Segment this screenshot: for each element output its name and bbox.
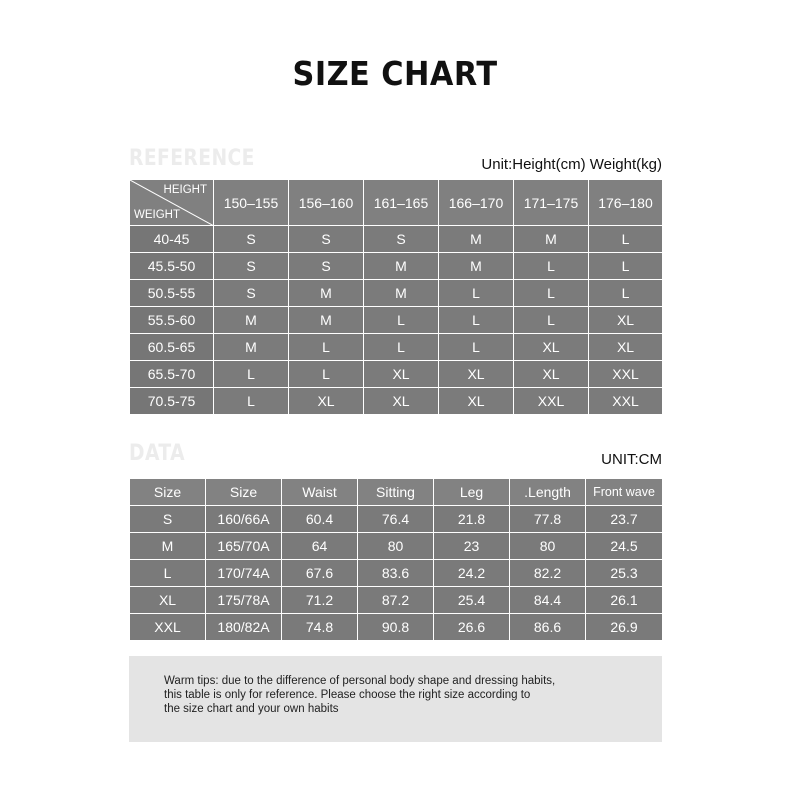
size-cell: M	[364, 280, 439, 307]
reference-row	[130, 280, 663, 307]
size-cell: XXL	[589, 361, 663, 388]
weight-cell: 40-45	[130, 226, 214, 253]
data-cell: 26.9	[586, 614, 663, 641]
data-cell: 87.2	[358, 587, 434, 614]
size-cell: L	[589, 226, 663, 253]
tips-line-2: this table is only for reference. Please choose the right size according to	[164, 689, 531, 701]
size-cell: L	[514, 253, 589, 280]
data-cell: 76.4	[358, 506, 434, 533]
size-cell: XL	[589, 307, 663, 334]
size-cell: S	[289, 226, 364, 253]
corner-weight-label: WEIGHT	[134, 209, 180, 221]
data-cell: 175/78A	[206, 587, 282, 614]
size-cell: S	[214, 226, 289, 253]
size-cell: XXL	[514, 388, 589, 415]
data-cell: 170/74A	[206, 560, 282, 587]
tips-line-1: Warm tips: due to the difference of personal body shape and dressing habits,	[164, 675, 556, 687]
reference-row	[130, 226, 663, 253]
data-cell: 25.3	[586, 560, 663, 587]
data-cell: L	[130, 560, 206, 587]
data-cell: 80	[510, 533, 586, 560]
size-cell: L	[439, 307, 514, 334]
reference-row	[130, 307, 663, 334]
size-cell: L	[214, 361, 289, 388]
size-cell: L	[289, 334, 364, 361]
data-cell: XXL	[130, 614, 206, 641]
data-row	[130, 533, 663, 560]
data-section-label: DATA	[129, 441, 186, 466]
data-cell: 90.8	[358, 614, 434, 641]
height-header: 161–165	[364, 180, 439, 226]
warm-tips-text	[164, 674, 634, 716]
weight-cell: 70.5-75	[130, 388, 214, 415]
size-cell: L	[514, 280, 589, 307]
warm-tips-box	[129, 656, 662, 742]
data-cell: 23.7	[586, 506, 663, 533]
size-cell: XL	[439, 388, 514, 415]
size-cell: M	[364, 253, 439, 280]
data-header-row	[130, 479, 663, 506]
size-cell: L	[289, 361, 364, 388]
data-cell: 180/82A	[206, 614, 282, 641]
size-cell: L	[214, 388, 289, 415]
size-cell: XL	[364, 388, 439, 415]
size-cell: L	[439, 334, 514, 361]
reference-row	[130, 253, 663, 280]
height-header: 166–170	[439, 180, 514, 226]
size-cell: XL	[589, 334, 663, 361]
weight-cell: 60.5-65	[130, 334, 214, 361]
data-cell: 74.8	[282, 614, 358, 641]
size-cell: XL	[514, 361, 589, 388]
size-cell: M	[289, 307, 364, 334]
data-cell: 64	[282, 533, 358, 560]
size-cell: M	[439, 253, 514, 280]
data-cell: 21.8	[434, 506, 510, 533]
size-cell: L	[364, 307, 439, 334]
data-cell: 84.4	[510, 587, 586, 614]
data-cell: 160/66A	[206, 506, 282, 533]
weight-cell: 50.5-55	[130, 280, 214, 307]
size-cell: L	[589, 253, 663, 280]
data-unit-label: UNIT:CM	[601, 451, 662, 468]
data-cell: 26.1	[586, 587, 663, 614]
data-cell: 25.4	[434, 587, 510, 614]
height-header: 156–160	[289, 180, 364, 226]
tips-line-3: the size chart and your own habits	[164, 703, 339, 715]
size-cell: L	[439, 280, 514, 307]
size-cell: XL	[289, 388, 364, 415]
reference-row	[130, 361, 663, 388]
reference-section-label: REFERENCE	[129, 146, 255, 171]
size-cell: XL	[514, 334, 589, 361]
data-cell: M	[130, 533, 206, 560]
data-cell: 24.2	[434, 560, 510, 587]
page-title: SIZE CHART	[292, 54, 498, 93]
data-cell: XL	[130, 587, 206, 614]
data-header-cell: Front wave	[586, 479, 663, 506]
size-cell: M	[289, 280, 364, 307]
size-cell: L	[514, 307, 589, 334]
reference-row	[130, 388, 663, 415]
data-cell: 23	[434, 533, 510, 560]
reference-row	[130, 334, 663, 361]
size-cell: S	[214, 253, 289, 280]
data-measurement-table	[129, 478, 663, 641]
size-cell: XXL	[589, 388, 663, 415]
height-header: 176–180	[589, 180, 663, 226]
data-header-cell: Waist	[282, 479, 358, 506]
corner-height-label: HEIGHT	[163, 184, 207, 196]
reference-header-row	[130, 180, 663, 226]
data-row	[130, 614, 663, 641]
size-cell: M	[214, 307, 289, 334]
data-cell: 82.2	[510, 560, 586, 587]
data-cell: 71.2	[282, 587, 358, 614]
height-header: 171–175	[514, 180, 589, 226]
data-header-cell: Size	[130, 479, 206, 506]
weight-cell: 55.5-60	[130, 307, 214, 334]
size-cell: S	[364, 226, 439, 253]
data-header-cell: Sitting	[358, 479, 434, 506]
data-header-cell: Leg	[434, 479, 510, 506]
data-cell: 26.6	[434, 614, 510, 641]
data-row	[130, 506, 663, 533]
reference-size-table	[129, 179, 663, 415]
data-row	[130, 587, 663, 614]
height-header: 150–155	[214, 180, 289, 226]
size-cell: XL	[439, 361, 514, 388]
data-cell: 67.6	[282, 560, 358, 587]
size-cell: XL	[364, 361, 439, 388]
data-cell: 165/70A	[206, 533, 282, 560]
data-cell: 83.6	[358, 560, 434, 587]
data-cell: S	[130, 506, 206, 533]
corner-cell	[130, 180, 214, 226]
weight-cell: 45.5-50	[130, 253, 214, 280]
reference-unit-label: Unit:Height(cm) Weight(kg)	[481, 156, 662, 173]
data-cell: 80	[358, 533, 434, 560]
size-cell: M	[514, 226, 589, 253]
data-cell: 77.8	[510, 506, 586, 533]
data-cell: 86.6	[510, 614, 586, 641]
data-row	[130, 560, 663, 587]
data-cell: 24.5	[586, 533, 663, 560]
size-cell: L	[364, 334, 439, 361]
size-cell: M	[439, 226, 514, 253]
size-cell: S	[214, 280, 289, 307]
weight-cell: 65.5-70	[130, 361, 214, 388]
size-cell: S	[289, 253, 364, 280]
data-header-cell: .Length	[510, 479, 586, 506]
size-cell: L	[589, 280, 663, 307]
size-cell: M	[214, 334, 289, 361]
data-cell: 60.4	[282, 506, 358, 533]
data-header-cell: Size	[206, 479, 282, 506]
